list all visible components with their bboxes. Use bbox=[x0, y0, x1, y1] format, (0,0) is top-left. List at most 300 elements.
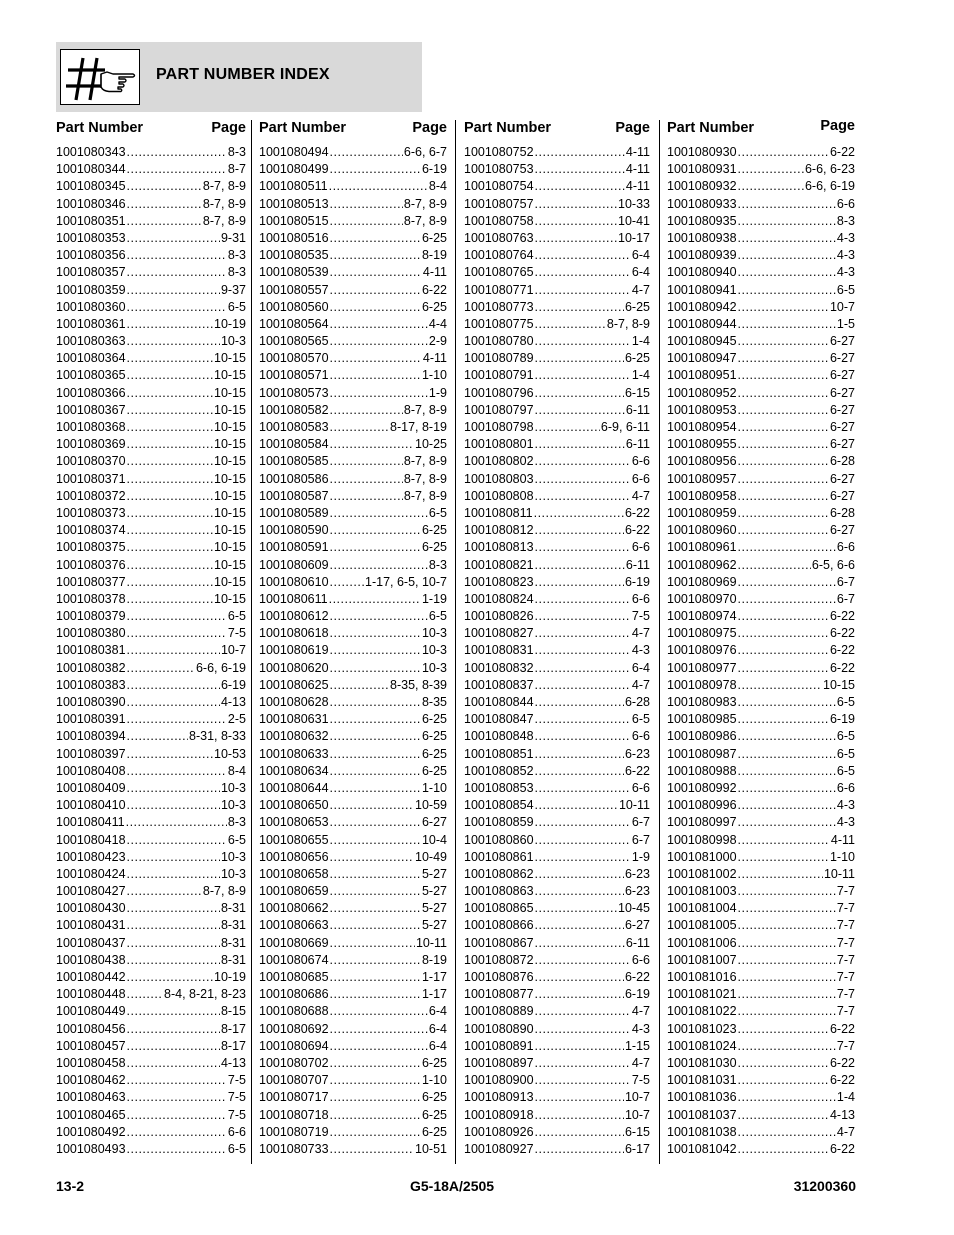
dot-leader bbox=[127, 402, 213, 419]
index-entry bbox=[464, 557, 650, 574]
dot-leader bbox=[330, 832, 421, 849]
dot-leader bbox=[127, 625, 227, 642]
part-number: 1001080808 bbox=[464, 488, 534, 503]
page-reference: 6-25 bbox=[421, 1124, 447, 1139]
index-entry bbox=[259, 505, 447, 522]
dot-leader bbox=[330, 505, 428, 522]
index-entry bbox=[464, 832, 650, 849]
page-reference: 7-5 bbox=[227, 1090, 246, 1105]
dot-leader bbox=[330, 1141, 414, 1158]
part-number-heading: Part Number bbox=[464, 120, 552, 136]
page-reference: 10-15 bbox=[214, 437, 246, 452]
part-number: 1001080586 bbox=[259, 471, 329, 486]
dot-leader bbox=[738, 866, 823, 883]
index-entry bbox=[259, 419, 447, 436]
page-reference: 6-11 bbox=[625, 437, 650, 452]
page-reference: 10-45 bbox=[618, 901, 650, 916]
part-number: 1001080865 bbox=[464, 901, 534, 916]
part-number: 1001080688 bbox=[259, 1004, 329, 1019]
part-number: 1001081003 bbox=[667, 884, 737, 899]
index-entry bbox=[259, 316, 447, 333]
page-reference: 5-27 bbox=[421, 901, 447, 916]
part-number: 1001080940 bbox=[667, 265, 737, 280]
index-entry bbox=[464, 178, 650, 195]
index-entry bbox=[464, 436, 650, 453]
part-number: 1001080977 bbox=[667, 660, 737, 675]
part-number: 1001080359 bbox=[56, 282, 126, 297]
index-entry bbox=[259, 677, 447, 694]
part-number: 1001080669 bbox=[259, 935, 329, 950]
dot-leader bbox=[330, 539, 421, 556]
part-number: 1001080379 bbox=[56, 609, 126, 624]
dot-leader bbox=[330, 230, 421, 247]
index-entry bbox=[667, 728, 855, 745]
index-entry bbox=[667, 763, 855, 780]
page-reference: 7-7 bbox=[836, 970, 855, 984]
part-number: 1001081016 bbox=[667, 970, 737, 984]
part-number: 1001080930 bbox=[667, 145, 737, 159]
index-entry bbox=[56, 367, 246, 384]
index-entry bbox=[259, 780, 447, 797]
index-column-4 bbox=[667, 118, 855, 1158]
dot-leader bbox=[127, 608, 227, 625]
dot-leader bbox=[535, 608, 631, 625]
page-reference: 6-6 bbox=[836, 540, 855, 555]
page-reference: 7-7 bbox=[836, 901, 855, 916]
page-reference: 6-27 bbox=[624, 918, 650, 933]
part-number: 1001080424 bbox=[56, 866, 126, 881]
page-reference: 4-7 bbox=[631, 1055, 650, 1070]
part-number: 1001080375 bbox=[56, 540, 126, 555]
dot-leader bbox=[738, 746, 836, 763]
index-entry bbox=[259, 247, 447, 264]
column-header bbox=[56, 118, 246, 144]
page-reference: 8-31 bbox=[220, 952, 246, 967]
part-number: 1001080992 bbox=[667, 780, 737, 795]
part-number: 1001080983 bbox=[667, 695, 737, 709]
part-number: 1001080802 bbox=[464, 454, 534, 469]
dot-leader bbox=[330, 1021, 428, 1038]
part-number: 1001080852 bbox=[464, 763, 534, 778]
page-reference: 10-7 bbox=[829, 299, 855, 314]
index-entry bbox=[667, 161, 855, 178]
index-entry bbox=[56, 282, 246, 299]
part-number: 1001080557 bbox=[259, 282, 329, 297]
part-number: 1001080658 bbox=[259, 866, 329, 881]
part-number: 1001080380 bbox=[56, 626, 126, 641]
part-number: 1001080757 bbox=[464, 196, 534, 211]
index-entry bbox=[56, 711, 246, 728]
dot-leader bbox=[738, 144, 829, 161]
page-reference: 6-28 bbox=[624, 695, 650, 709]
dot-leader bbox=[127, 1124, 227, 1141]
page-reference: 8-4 bbox=[428, 179, 447, 194]
page-reference: 6-9, 6-11 bbox=[600, 420, 650, 434]
index-entry bbox=[56, 453, 246, 470]
page-reference: 10-7 bbox=[624, 1107, 650, 1122]
page-reference: 6-27 bbox=[829, 420, 855, 434]
index-entry bbox=[667, 642, 855, 659]
index-entry bbox=[259, 299, 447, 316]
page-reference: 6-4 bbox=[631, 248, 650, 263]
dot-leader bbox=[535, 1141, 624, 1158]
page-reference: 4-13 bbox=[220, 1055, 246, 1070]
part-number: 1001081006 bbox=[667, 935, 737, 950]
dot-leader bbox=[127, 1072, 227, 1089]
part-number: 1001080832 bbox=[464, 660, 534, 675]
page-reference: 6-6, 6-19 bbox=[804, 179, 855, 194]
page-reference: 8-7, 8-9 bbox=[403, 454, 447, 469]
index-entry bbox=[259, 1021, 447, 1038]
index-entry bbox=[259, 642, 447, 659]
part-number: 1001080918 bbox=[464, 1107, 534, 1122]
dot-leader bbox=[738, 282, 836, 299]
part-number: 1001080560 bbox=[259, 299, 329, 314]
page-reference: 6-22 bbox=[829, 609, 855, 624]
index-entry bbox=[667, 900, 855, 917]
index-entry bbox=[259, 625, 447, 642]
part-number: 1001080718 bbox=[259, 1107, 329, 1122]
dot-leader bbox=[535, 780, 631, 797]
page-reference: 6-7 bbox=[631, 832, 650, 847]
index-entry bbox=[464, 1089, 650, 1106]
dot-leader bbox=[738, 969, 836, 986]
index-entry bbox=[56, 1038, 246, 1055]
page-reference: 1-9 bbox=[428, 385, 447, 400]
index-entry bbox=[464, 746, 650, 763]
part-number: 1001081007 bbox=[667, 952, 737, 967]
part-number: 1001080847 bbox=[464, 712, 534, 727]
dot-leader bbox=[330, 557, 428, 574]
dot-leader bbox=[535, 797, 618, 814]
index-entry bbox=[56, 316, 246, 333]
dot-leader bbox=[127, 282, 220, 299]
part-number: 1001080582 bbox=[259, 402, 329, 417]
page-reference: 6-5 bbox=[227, 609, 246, 624]
dot-leader bbox=[127, 453, 213, 470]
index-entry bbox=[259, 728, 447, 745]
page-reference: 9-31 bbox=[220, 230, 246, 245]
index-entry bbox=[464, 1072, 650, 1089]
index-entry bbox=[56, 230, 246, 247]
page-reference: 10-15 bbox=[214, 523, 246, 538]
page-reference: 4-3 bbox=[836, 798, 855, 813]
dot-leader bbox=[535, 866, 624, 883]
page-reference: 10-51 bbox=[415, 1141, 447, 1156]
part-number: 1001080390 bbox=[56, 695, 126, 709]
dot-leader bbox=[535, 436, 625, 453]
page-reference: 10-15 bbox=[214, 385, 246, 400]
page-reference: 6-5 bbox=[836, 695, 855, 709]
index-entry bbox=[667, 1021, 855, 1038]
dot-leader bbox=[738, 402, 829, 419]
index-entry bbox=[259, 488, 447, 505]
dot-leader bbox=[738, 728, 836, 745]
part-number: 1001080628 bbox=[259, 695, 329, 709]
part-number: 1001080492 bbox=[56, 1124, 126, 1139]
part-number: 1001080377 bbox=[56, 574, 126, 589]
index-entry bbox=[667, 213, 855, 230]
index-entry bbox=[56, 247, 246, 264]
part-number: 1001080985 bbox=[667, 712, 737, 727]
part-number: 1001080361 bbox=[56, 316, 126, 331]
part-number: 1001080707 bbox=[259, 1073, 329, 1088]
index-entry bbox=[259, 574, 447, 591]
index-entry bbox=[464, 213, 650, 230]
page-reference: 8-4 bbox=[227, 763, 246, 778]
dot-leader bbox=[535, 453, 631, 470]
index-entry bbox=[56, 591, 246, 608]
part-number: 1001080953 bbox=[667, 402, 737, 417]
index-entry bbox=[56, 952, 246, 969]
index-entry bbox=[464, 453, 650, 470]
index-entry bbox=[667, 952, 855, 969]
dot-leader bbox=[535, 642, 631, 659]
index-entry bbox=[259, 1038, 447, 1055]
dot-leader bbox=[330, 385, 428, 402]
part-number: 1001080564 bbox=[259, 316, 329, 331]
dot-leader bbox=[330, 883, 421, 900]
dot-leader bbox=[738, 385, 829, 402]
index-entry bbox=[56, 505, 246, 522]
page-reference: 8-35 bbox=[421, 695, 447, 709]
page-reference: 6-25 bbox=[421, 746, 447, 761]
dot-leader bbox=[127, 574, 213, 591]
index-entry bbox=[56, 986, 246, 1003]
index-entry bbox=[56, 1003, 246, 1020]
dot-leader bbox=[738, 471, 829, 488]
index-entry bbox=[259, 161, 447, 178]
part-number: 1001080876 bbox=[464, 970, 534, 984]
index-entry bbox=[667, 471, 855, 488]
dot-leader bbox=[738, 797, 836, 814]
index-entry bbox=[259, 763, 447, 780]
dot-leader bbox=[127, 1021, 220, 1038]
part-number: 1001080438 bbox=[56, 952, 126, 967]
dot-leader bbox=[535, 711, 631, 728]
part-number: 1001080831 bbox=[464, 643, 534, 658]
page-reference: 4-11 bbox=[625, 179, 650, 194]
part-number: 1001080823 bbox=[464, 574, 534, 589]
part-number: 1001080897 bbox=[464, 1055, 534, 1070]
part-number: 1001080913 bbox=[464, 1090, 534, 1105]
index-entry bbox=[667, 539, 855, 556]
part-number: 1001080824 bbox=[464, 591, 534, 606]
page-reference: 4-3 bbox=[836, 815, 855, 830]
index-entry bbox=[259, 230, 447, 247]
page-reference: 4-13 bbox=[829, 1107, 855, 1122]
page-reference: 1-10 bbox=[421, 368, 447, 383]
page-reference: 4-3 bbox=[836, 230, 855, 245]
part-number: 1001080463 bbox=[56, 1090, 126, 1105]
page-reference: 6-5 bbox=[836, 746, 855, 761]
index-entry bbox=[259, 917, 447, 934]
page-reference: 7-7 bbox=[836, 1038, 855, 1053]
index-entry bbox=[56, 608, 246, 625]
dot-leader bbox=[127, 299, 227, 316]
index-entry bbox=[259, 522, 447, 539]
page-reference: 10-3 bbox=[421, 643, 447, 658]
index-entry bbox=[667, 866, 855, 883]
dot-leader bbox=[127, 316, 213, 333]
index-entry bbox=[464, 900, 650, 917]
dot-leader bbox=[535, 625, 631, 642]
dot-leader bbox=[738, 625, 829, 642]
dot-leader bbox=[127, 849, 220, 866]
page-reference: 6-7 bbox=[836, 591, 855, 606]
dot-leader bbox=[330, 1072, 421, 1089]
page-reference: 6-27 bbox=[829, 334, 855, 349]
dot-leader bbox=[738, 849, 829, 866]
dot-leader bbox=[330, 436, 414, 453]
part-number: 1001080933 bbox=[667, 196, 737, 211]
page-reference: 10-19 bbox=[214, 970, 246, 984]
footer-model: G5-18A/2505 bbox=[410, 1178, 495, 1194]
part-number: 1001080685 bbox=[259, 970, 329, 984]
index-entry bbox=[56, 625, 246, 642]
page-reference: 7-5 bbox=[631, 609, 650, 624]
index-entry bbox=[259, 608, 447, 625]
page-reference: 4-11 bbox=[625, 162, 650, 177]
part-number: 1001080771 bbox=[464, 282, 534, 297]
dot-leader bbox=[127, 952, 220, 969]
part-number: 1001080976 bbox=[667, 643, 737, 658]
part-number: 1001080418 bbox=[56, 832, 126, 847]
part-number-heading: Part Number bbox=[56, 120, 144, 136]
part-number: 1001080859 bbox=[464, 815, 534, 830]
dot-leader bbox=[330, 763, 421, 780]
part-number: 1001080612 bbox=[259, 609, 329, 624]
index-entry bbox=[259, 1141, 447, 1158]
dot-leader bbox=[535, 660, 631, 677]
page-reference: 5-27 bbox=[421, 866, 447, 881]
page-reference: 7-5 bbox=[631, 1073, 650, 1088]
part-number: 1001080516 bbox=[259, 230, 329, 245]
part-number: 1001080926 bbox=[464, 1124, 534, 1139]
page-reference: 6-25 bbox=[421, 1090, 447, 1105]
index-column-1 bbox=[56, 118, 246, 1158]
part-number: 1001080986 bbox=[667, 729, 737, 744]
dot-leader bbox=[330, 247, 421, 264]
dot-leader bbox=[535, 1003, 631, 1020]
dot-leader bbox=[738, 539, 836, 556]
dot-leader bbox=[127, 505, 213, 522]
dot-leader bbox=[127, 1089, 227, 1106]
page-reference: 8-17 bbox=[220, 1021, 246, 1036]
part-number: 1001080958 bbox=[667, 488, 737, 503]
part-number: 1001080775 bbox=[464, 316, 534, 331]
dot-leader bbox=[330, 1107, 421, 1124]
index-entry bbox=[464, 814, 650, 831]
page-reference: 4-4 bbox=[428, 316, 447, 331]
page-reference: 10-15 bbox=[823, 677, 855, 692]
index-entry bbox=[464, 144, 650, 161]
index-entry bbox=[667, 677, 855, 694]
index-entry bbox=[259, 814, 447, 831]
dot-leader bbox=[330, 299, 421, 316]
page-reference: 1-10 bbox=[829, 849, 855, 864]
page-reference: 10-3 bbox=[421, 626, 447, 641]
dot-leader bbox=[127, 333, 220, 350]
part-number: 1001080353 bbox=[56, 230, 126, 245]
index-entry bbox=[464, 625, 650, 642]
part-number: 1001080962 bbox=[667, 557, 737, 572]
dot-leader bbox=[535, 488, 631, 505]
dot-leader bbox=[535, 402, 625, 419]
page-reference: 6-22 bbox=[829, 145, 855, 159]
index-entry bbox=[464, 952, 650, 969]
column-header bbox=[667, 118, 855, 144]
index-entry bbox=[667, 608, 855, 625]
dot-leader bbox=[535, 144, 625, 161]
index-entry bbox=[667, 350, 855, 367]
page-reference: 6-22 bbox=[624, 505, 650, 520]
index-entry bbox=[667, 1038, 855, 1055]
page-reference: 6-4 bbox=[428, 1021, 447, 1036]
part-number: 1001080427 bbox=[56, 884, 126, 899]
dot-leader bbox=[127, 144, 227, 161]
dot-leader bbox=[127, 917, 220, 934]
part-number: 1001080944 bbox=[667, 316, 737, 331]
dot-leader bbox=[738, 660, 829, 677]
page-reference: 6-6, 6-19 bbox=[195, 660, 246, 675]
part-number: 1001080515 bbox=[259, 213, 329, 228]
page-reference: 6-22 bbox=[829, 1073, 855, 1088]
page-reference: 6-27 bbox=[829, 471, 855, 486]
part-number: 1001080853 bbox=[464, 780, 534, 795]
page-reference: 10-7 bbox=[220, 643, 246, 658]
page-reference: 8-35, 8-39 bbox=[390, 677, 447, 692]
dot-leader bbox=[127, 986, 163, 1003]
index-entry bbox=[56, 385, 246, 402]
page-reference: 6-22 bbox=[624, 763, 650, 778]
index-entry bbox=[667, 917, 855, 934]
index-entry bbox=[56, 522, 246, 539]
index-entry bbox=[667, 230, 855, 247]
dot-leader bbox=[738, 1124, 836, 1141]
page-reference: 6-6 bbox=[836, 196, 855, 211]
column-divider bbox=[455, 120, 456, 1164]
dot-leader bbox=[738, 419, 829, 436]
dot-leader bbox=[330, 1038, 428, 1055]
page-reference: 6-5 bbox=[428, 609, 447, 624]
index-entry bbox=[56, 1107, 246, 1124]
dot-leader bbox=[127, 591, 213, 608]
part-number: 1001080493 bbox=[56, 1141, 126, 1156]
part-number: 1001080571 bbox=[259, 368, 329, 383]
page-reference: 6-7 bbox=[631, 815, 650, 830]
page-reference: 7-7 bbox=[836, 952, 855, 967]
page-reference: 1-17 bbox=[421, 970, 447, 984]
part-number: 1001080932 bbox=[667, 179, 737, 194]
page-reference: 8-31 bbox=[220, 918, 246, 933]
page-reference: 6-4 bbox=[631, 265, 650, 280]
page-reference: 6-4 bbox=[428, 1004, 447, 1019]
part-number: 1001080456 bbox=[56, 1021, 126, 1036]
part-number: 1001080535 bbox=[259, 248, 329, 263]
page-reference: 4-11 bbox=[830, 832, 855, 847]
part-number: 1001080573 bbox=[259, 385, 329, 400]
page-reference: 8-7, 8-9 bbox=[403, 213, 447, 228]
part-number: 1001080437 bbox=[56, 935, 126, 950]
index-entry bbox=[464, 711, 650, 728]
dot-leader bbox=[738, 900, 836, 917]
dot-leader bbox=[738, 763, 836, 780]
page-reference: 6-25 bbox=[421, 712, 447, 727]
part-number: 1001080733 bbox=[259, 1141, 329, 1156]
part-number: 1001080653 bbox=[259, 815, 329, 830]
dot-leader bbox=[535, 849, 631, 866]
